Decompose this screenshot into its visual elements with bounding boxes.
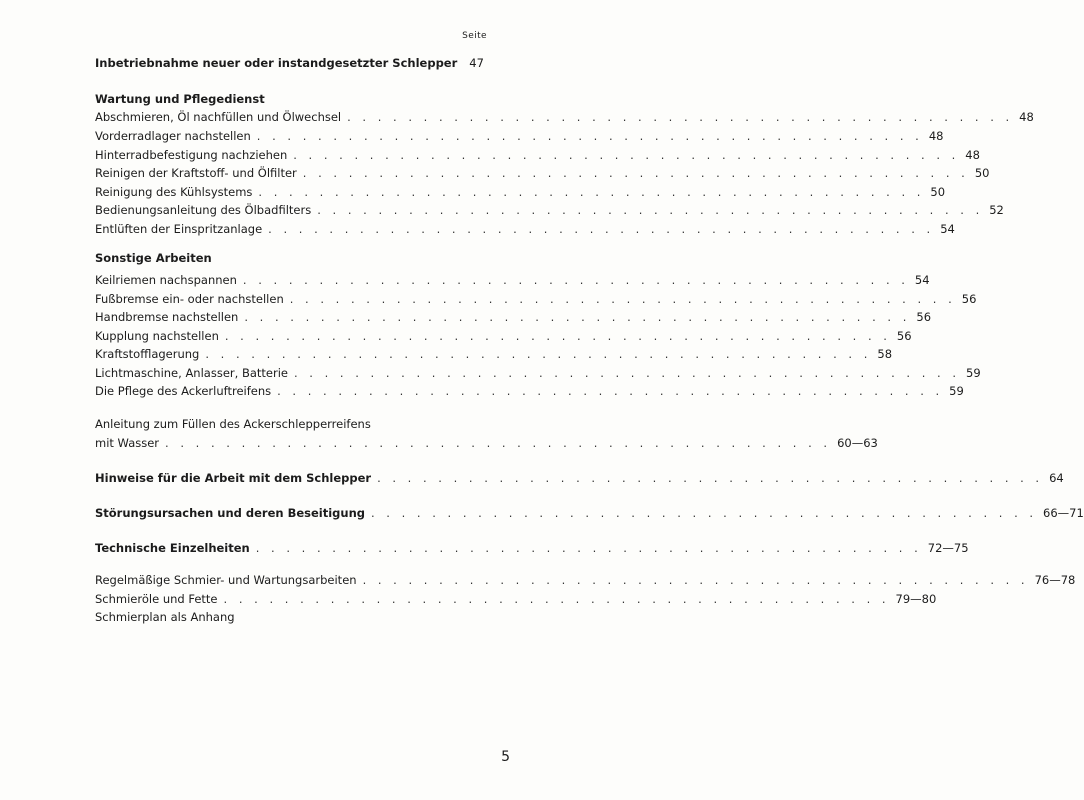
toc-entry-page: 48 — [965, 148, 980, 162]
dot-leader: . . . . . . . . . . . . . . . . . . . . . . . . . . . . . . . . . . . . . . . . . . . . — [258, 185, 925, 199]
toc-entry-title: Technische Einzelheiten — [95, 541, 250, 555]
toc-entry-page: 72—75 — [927, 541, 969, 555]
dot-leader: . . . . . . . . . . . . . . . . . . . . . . . . . . . . . . . . . . . . . . . . . . . . — [362, 573, 1029, 587]
toc-entry-title: Hinterradbefestigung nachziehen — [95, 148, 288, 162]
toc-entry-title: Hinweise für die Arbeit mit dem Schlepper — [95, 471, 372, 485]
dot-leader: . . . . . . . . . . . . . . . . . . . . . . . . . . . . . . . . . . . . . . . . . . . . — [255, 541, 922, 555]
toc-entry-page: 56 — [916, 310, 932, 324]
toc-entry-page: 54 — [940, 222, 955, 236]
toc-entry-anleitung-line1: Anleitung zum Füllen des Ackerschlepperreifens — [95, 417, 371, 431]
toc-entry-page: 59 — [966, 366, 981, 380]
dot-leader: . . . . . . . . . . . . . . . . . . . . . . . . . . . . . . . . . . . . . . . . . . . . — [293, 148, 960, 162]
toc-entry-schmieroele — [95, 589, 937, 609]
toc-entry — [95, 381, 964, 401]
toc-entry-page: 59 — [949, 384, 964, 398]
toc-entry-page: 64 — [1049, 471, 1064, 485]
toc-entry-page: 66—71 — [1043, 506, 1084, 520]
toc-entry-anleitung — [95, 433, 878, 453]
toc-entry-page: 52 — [989, 203, 1004, 217]
toc-entry-page: 50 — [930, 185, 946, 199]
toc-entry-title: Bedienungsanleitung des Ölbadfilters — [95, 203, 312, 217]
toc-entry-title: Die Pflege des Ackerluftreifens — [95, 384, 272, 398]
toc-entry-technische — [95, 538, 969, 558]
toc-entry-page: 58 — [877, 347, 893, 361]
dot-leader: . . . . . . . . . . . . . . . . . . . . . . . . . . . . . . . . . . . . . . . . . . . . — [244, 310, 911, 324]
toc-entry-title: Störungsursachen und deren Beseitigung — [95, 506, 365, 520]
toc-entry-hinweise — [95, 468, 1064, 488]
toc-entry-title: Entlüften der Einspritzanlage — [95, 222, 263, 236]
toc-entry-regelmaessige — [95, 570, 1076, 590]
toc-entry — [95, 126, 944, 146]
toc-entry — [95, 107, 1034, 127]
dot-leader: . . . . . . . . . . . . . . . . . . . . . . . . . . . . . . . . . . . . . . . . . . . . — [317, 203, 984, 217]
toc-entry-page: 48 — [928, 129, 944, 143]
toc-entry-title: Lichtmaschine, Anlasser, Batterie — [95, 366, 288, 380]
toc-entry — [95, 363, 981, 383]
dot-leader: . . . . . . . . . . . . . . . . . . . . . . . . . . . . . . . . . . . . . . . . . . . . — [256, 129, 923, 143]
dot-leader: . . . . . . . . . . . . . . . . . . . . . . . . . . . . . . . . . . . . . . . . . . . . — [224, 329, 891, 343]
toc-entry-page: 50 — [974, 166, 990, 180]
toc-entry-title: Schmieröle und Fette — [95, 592, 218, 606]
dot-leader: . . . . . . . . . . . . . . . . . . . . . . . . . . . . . . . . . . . . . . . . . . . . — [302, 166, 969, 180]
toc-entry — [95, 163, 990, 183]
toc-entry-schmierplan: Schmierplan als Anhang — [95, 610, 235, 624]
section-heading-wartung: Wartung und Pflegedienst — [95, 92, 265, 106]
toc-entry-title: Handbremse nachstellen — [95, 310, 239, 324]
dot-leader: . . . . . . . . . . . . . . . . . . . . . . . . . . . . . . . . . . . . . . . . . . . . — [205, 347, 872, 361]
toc-entry — [95, 270, 930, 290]
dot-leader: . . . . . . . . . . . . . . . . . . . . . . . . . . . . . . . . . . . . . . . . . . . . — [223, 592, 890, 606]
toc-entry — [95, 200, 1004, 220]
toc-entry-page: 56 — [961, 292, 977, 306]
toc-entry-title: Abschmieren, Öl nachfüllen und Ölwechsel — [95, 110, 342, 124]
dot-leader: . . . . . . . . . . . . . . . . . . . . . . . . . . . . . . . . . . . . . . . . . . . . — [165, 436, 832, 450]
toc-entry-title: Kraftstofflagerung — [95, 347, 200, 361]
toc-entry-page: 56 — [896, 329, 912, 343]
toc-entry-page: 60—63 — [837, 436, 878, 450]
page-number: 5 — [501, 749, 510, 765]
toc-entry-title: Reinigen der Kraftstoff- und Ölfilter — [95, 166, 297, 180]
dot-leader: . . . . . . . . . . . . . . . . . . . . . . . . . . . . . . . . . . . . . . . . . . . . — [371, 506, 1038, 520]
toc-entry-page: 79—80 — [895, 592, 937, 606]
toc-entry-title: Regelmäßige Schmier- und Wartungsarbeiten — [95, 573, 357, 587]
dot-leader: . . . . . . . . . . . . . . . . . . . . . . . . . . . . . . . . . . . . . . . . . . . . — [289, 292, 956, 306]
toc-entry-title: Reinigung des Kühlsystems — [95, 185, 253, 199]
toc-entry-title: Vorderradlager nachstellen — [95, 129, 251, 143]
dot-leader: . . . . . . . . . . . . . . . . . . . . . . . . . . . . . . . . . . . . . . . . . . . . — [377, 471, 1044, 485]
toc-entry — [95, 289, 977, 309]
toc-entry-page: 47 — [469, 56, 484, 70]
dot-leader: . . . . . . . . . . . . . . . . . . . . . . . . . . . . . . . . . . . . . . . . . . . . — [347, 110, 1014, 124]
toc-entry — [95, 344, 893, 364]
toc-entry-page: 48 — [1019, 110, 1034, 124]
section-heading-sonstige: Sonstige Arbeiten — [95, 251, 212, 265]
dot-leader: . . . . . . . . . . . . . . . . . . . . . . . . . . . . . . . . . . . . . . . . . . . . — [268, 222, 935, 236]
toc-entry-title: Keilriemen nachspannen — [95, 273, 237, 287]
toc-entry — [95, 326, 912, 346]
toc-entry-page: 76—78 — [1034, 573, 1076, 587]
dot-leader: . . . . . . . . . . . . . . . . . . . . . . . . . . . . . . . . . . . . . . . . . . . . — [242, 273, 909, 287]
dot-leader: . . . . . . . . . . . . . . . . . . . . . . . . . . . . . . . . . . . . . . . . . . . . — [293, 366, 960, 380]
toc-entry-title: Kupplung nachstellen — [95, 329, 219, 343]
toc-entry-inbetriebnahme — [95, 53, 484, 73]
toc-entry-title: mit Wasser — [95, 436, 160, 450]
toc-entry — [95, 219, 955, 239]
dot-leader: . . . . . . . . . . . . . . . . . . . . . . . . . . . . . . . . . . . . . . . . . . . . — [277, 384, 944, 398]
toc-entry — [95, 182, 946, 202]
toc-entry — [95, 307, 932, 327]
toc-entry-stoerungen — [95, 503, 1084, 523]
toc-entry-title: Inbetriebnahme neuer oder instandgesetzter Schlepper — [95, 56, 458, 70]
toc-entry-page: 54 — [914, 273, 930, 287]
seite-label: Seite — [462, 31, 487, 41]
toc-entry-title: Fußbremse ein- oder nachstellen — [95, 292, 284, 306]
toc-entry — [95, 145, 980, 165]
